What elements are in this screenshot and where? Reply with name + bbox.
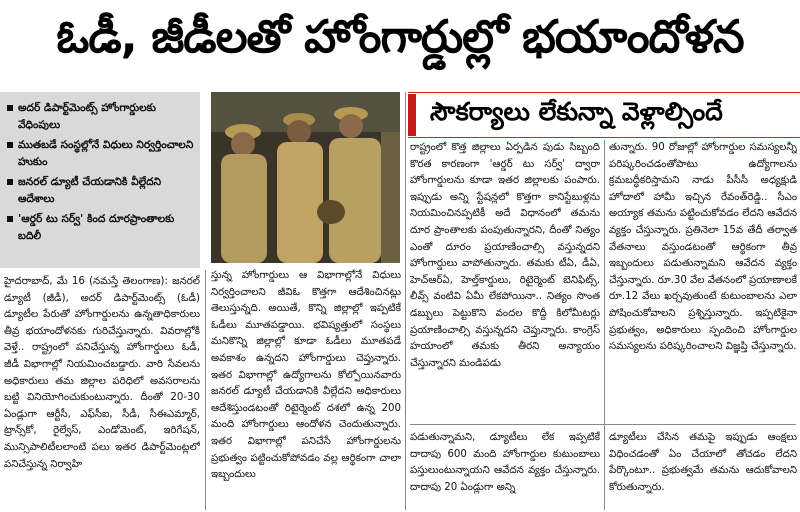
column-text: స్తున్న హోంగార్డులు ఆ విభాగాల్లోనే విధులు నిర్వర్తించాలని జీవిఓ కొత్తగా ఆదేశించినట్లు తెలుస్తున్నది. అయితే, కొన్ని జిల్లాల్లో ఇప్పటికే ఓడీలు మూతపడ్డాయి. భవిష్యత్తులో సంస్థలు మనికొన్ని జిల్లాల్లో కూడా ఓడీలు మూతపడే అవకాశం ఉన్నదని హోంగార్డులు చెప్తున్నారు. ఇతర విభాగాల్లో ఉద్యోగాలను కోల్పోయినవారు జనరల్ డ్యూటీ చేయడానికి వీల్లేదని అధికారులు ఆదేశిస్తుండటంతో రిటైర్మెంట్ దశలో ఉన్న 200 మంది హోంగార్డులు ఆందోళన చెందుతున్నారు. ఇతర విభాగాల్లో పనిచేసే హోంగార్డులను ప్రభుత్వం పట్టించుకోపోవడం వల్ల ఆర్థికంగా చాలా ఇబ్బందులు <box>211 270 401 481</box>
highlight-item: ముతబడే సంస్థల్లోనే విధులు నిర్వర్తించాలని హుకుం <box>6 137 194 171</box>
column-text: తున్నారు. 90 రోజుల్లో హోంగార్డుల సమస్యలన్నీ పరిష్కరించడంతోపాటు ఉద్యోగాలను క్రమబద్ధీకరిస్తామని నాడు పీసీసీ అధ్యక్షుడి హోదాలో హామీ ఇచ్చిన రేవంత్‌రెడ్డి.. సీఎం అయ్యాక తమను పట్టించుకోవడం లేదని ఆవేదన వ్యక్తం చేస్తున్నారు. ప్రతినెలా 15వ తేదీ తర్వాత వేతనాలు వస్తుండటంతో ఆర్థికంగా తీవ్ర ఇబ్బందులు పడుతున్నామని ఆవేదన వ్యక్తం చేస్తున్నారు. రూ.30 వేల వేతనంలో ప్రయాణాలకే రూ.12 వేలు ఖర్చవుతుంటే కుటుంబాలను ఎలా పోషించుకోవాలని ప్రశ్నిస్తున్నారు. ఇప్పటికైనా ప్రభుత్వం, అధికారులు స్పందించి హోంగార్డుల సమస్యలను పరిష్కరించాలని విజ్ఞప్తి చేస్తున్నారు. <box>609 142 797 353</box>
article-column-3-continued <box>410 430 600 510</box>
accent-bar <box>408 94 416 136</box>
highlight-item: 'ఆర్డర్ టు సర్వ్' కింద దూరప్రాంతాలకు బదిలీ <box>6 211 194 245</box>
article-column-1 <box>4 274 200 510</box>
article-column-3 <box>410 140 600 420</box>
highlight-item: జనరల్ డ్యూటీ చేయడానికి వీల్లేదని ఆదేశాలు <box>6 174 194 208</box>
highlight-item: అదర్ డిపార్ట్‌మెంట్స్ హోంగార్డులకు వేధింపులు <box>6 100 194 134</box>
column-divider <box>205 270 206 510</box>
article-column-4-continued <box>609 430 797 510</box>
section-divider <box>410 424 796 425</box>
column-text: పడుతున్నామని, డ్యూటీలు లేక ఇప్పటికే దాదాపు 600 మంది హోంగార్డుల కుటుంబాలు పస్తులుంటున్నాయని ఆవేదన వ్యక్తం చేస్తున్నారు. దాదాపు 20 ఏండ్లుగా అన్ని <box>410 432 600 493</box>
highlights-box <box>0 92 200 268</box>
photo-illustration <box>211 92 400 263</box>
subheadline-banner <box>408 92 800 138</box>
column-text: డ్యూటీలు చేసిన తమపై ఇప్పుడు ఆంక్షలు విధించడంతో ఏం చేయాలో తోచడం లేదని పేర్కొంటూ.. ప్రభుత్వమే తమను ఆదుకోవాలని కోరుతున్నారు. <box>609 432 797 493</box>
page-headline: ఓడీ, జీడీలతో హోంగార్డుల్లో భయాందోళన <box>56 10 744 63</box>
home-guards-photo <box>211 92 400 263</box>
column-text: హైదరాబాద్, మే 16 (నమస్తే తెలంగాణ): జనరల్ డ్యూటీ (జీడీ), అదర్ డిపార్ట్‌మెంట్స్ (ఓడీ) డ్యూటీల పేరుతో హోంగార్డులను ఉన్నతాధికారులు తీవ్ర భయాందోళనకు గురిచేస్తున్నారు. వివరాల్లోకి వెళ్తే.. రాష్ట్రంలో పనిచేస్తున్న హోంగార్డులు ఓడీ, జీడీ విభాగాల్లో నియమించబడ్డారు. వారి సేవలను అధికారులు తమ జిల్లాల పరిధిలో అవసరాలను బట్టి వినియోగించుకుంటున్నారు. దీంతో 20-30 ఏండ్లుగా ఆర్టీసీ, ఎఫ్‌సీఐ, సీడీ, సీఈఎమ్మార్, ట్రాన్స్‌కో, రైల్వేస్, ఎండోమెంట్, ఇరిగేషన్, మున్సిపాలిటీలలాంటి పలు ఇతర డిపార్ట్‌మెంట్లలో పనిచేస్తున్న నిర్వాహి <box>4 276 200 470</box>
article-column-2 <box>211 268 401 510</box>
subheadline: సౌకర్యాలు లేకున్నా వెళ్లాల్సిందే <box>430 97 723 126</box>
column-text: రాష్ట్రంలో కొత్త జిల్లాలు ఏర్పడిన పుడు సిబ్బంది కొరత కారణంగా 'ఆర్డర్ టు సర్వ్' ద్వారా హోంగార్డులను కూడా ఇతర జిల్లాలకు పంపారు. ఇప్పుడు అన్ని స్టేషన్లలో కొత్తగా కానిస్టేబుళ్లను నియమించినప్పటికీ అదే విధానంలో తమను దూర ప్రాంతాలకు పంపుతున్నారని, దీంతో నిత్యం ఎంతో దూరం ప్రయాణించాల్సి వస్తున్నదని హోంగార్డులు వాపోతున్నారు. తమకు టీఏ, డీఏ, హెచ్‌ఆర్‌ఏ, హెల్త్‌కార్డులు, రిటైర్మెంట్ బెనిఫిట్స్, లీవ్స్ వంటివి ఏమీ లేకపోయినా.. నిత్యం సొంత డబ్బులు పెట్టుకొని వందల కొద్దీ కిలోమీటర్లు ప్రయాణించాల్సి వస్తున్నదని చెప్తున్నారు. కాంగ్రెస్ హయాంలో తమకు తీరని అన్యాయం చేస్తున్నారని మండిపడు <box>410 142 600 369</box>
column-divider <box>604 140 605 510</box>
column-divider <box>405 92 406 510</box>
article-column-4 <box>609 140 797 420</box>
